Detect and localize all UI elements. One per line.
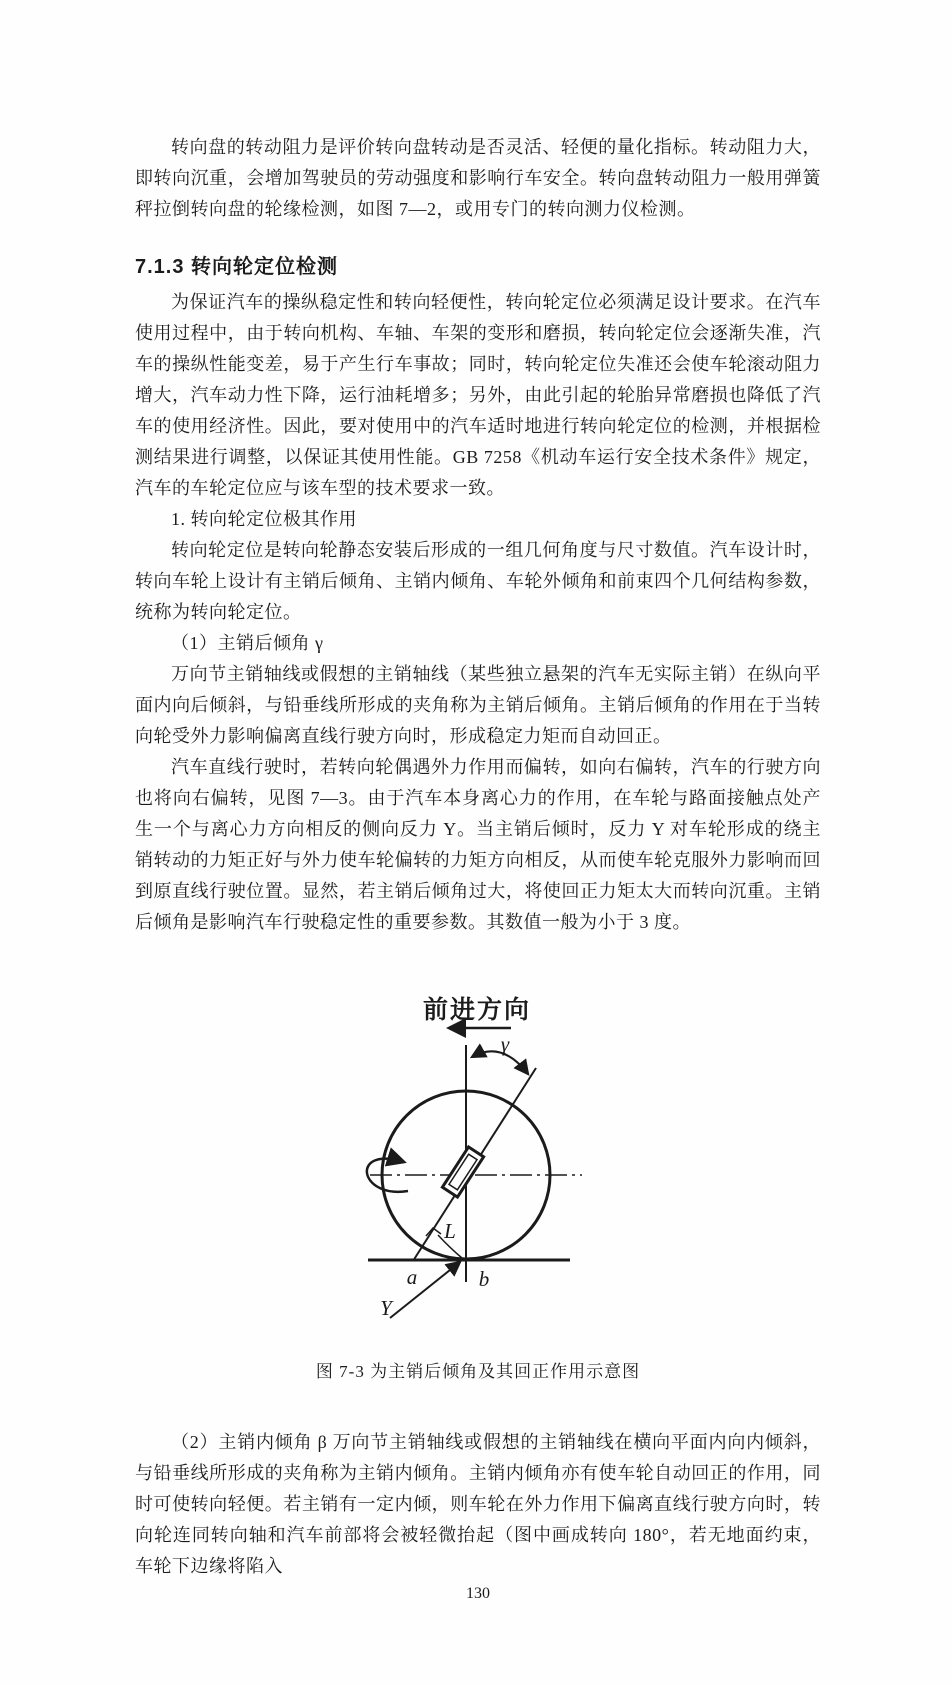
paragraph-caster-effect: 汽车直线行驶时，若转向轮偶遇外力作用而偏转，如向右偏转，汽车的行驶方向也将向右偏转，见图 7—3。由于汽车本身离心力的作用，在车轮与路面接触点处产生一个与离心力方向相反的侧向反力 Y。当主销后倾时，反力 Y 对车轮形成的绕主销转动的力矩正好与外力使车轮偏转的力矩方向相反，从而使车轮克服外力影响而回到原直线行驶位置。显然，若主销后倾角过大，将使回正力矩太大而转向沉重。主销后倾角是影响汽车行驶稳定性的重要参数。其数值一般为小于 3 度。 [135, 757, 821, 932]
paragraph-caster-definition: 万向节主销轴线或假想的主销轴线（某些独立悬架的汽车无实际主销）在纵向平面内向后倾斜，与铅垂线所形成的夹角称为主销后倾角。主销后倾角的作用在于当转向轮受外力影响偏离直线行驶方向时，形成稳定力矩而自动回正。 [135, 664, 821, 746]
figure-label-point-a: a [406, 1265, 418, 1289]
figure-caption: 图 7-3 为主销后倾角及其回正作用示意图 [315, 1362, 641, 1381]
section-heading-7-1-3: 7.1.3 转向轮定位检测 [135, 256, 339, 278]
kingpin-hub-icon [442, 1147, 483, 1197]
page-content [135, 132, 821, 1606]
paragraph-alignment-definition: 转向轮定位是转向轮静态安装后形成的一组几何角度与尺寸数值。汽车设计时，转向车轮上设计有主销后倾角、主销内倾角、车轮外倾角和前束四个几何结构参数，统称为转向轮定位。 [135, 540, 821, 622]
paragraph-steering-resistance: 转向盘的转动阻力是评价转向盘转动是否灵活、轻便的量化指标。转动阻力大，即转向沉重，会增加驾驶员的劳动强度和影响行车安全。转向盘转动阻力一般用弹簧秤拉倒转向盘的轮缘检测，如图 7—2，或用专门的转向测力仪检测。 [135, 137, 821, 219]
paragraph-inclination-angle: （2）主销内倾角 β 万向节主销轴线或假想的主销轴线在横向平面内向内倾斜，与铅垂线所形成的夹角称为主销内倾角。主销内倾角亦有使车轮自动回正的作用，同时可使转向轻便。若主销有一定内倾，则车轮在外力作用下偏离直线行驶方向时，转向轮连同转向轴和汽车前部将会被轻微抬起（图中画成转向 180°，若无地面约束，车轮下边缘将陷入 [135, 1432, 821, 1576]
figure-label-trail: L [444, 1219, 456, 1243]
page-number: 130 [466, 1585, 490, 1602]
side-force-arrow-icon [390, 1262, 460, 1318]
figure-direction-label: 前进方向 [422, 996, 532, 1024]
sub-item-caster-angle: （1）主销后倾角 γ [171, 633, 324, 653]
figure-label-side-force: Y [380, 1296, 392, 1320]
figure-label-gamma: γ [500, 1032, 510, 1056]
caster-angle-diagram [330, 985, 650, 1345]
caster-angle-diagram-svg [330, 985, 650, 1345]
figure-label-point-b: b [478, 1267, 490, 1291]
paragraph-wheel-alignment-intro: 为保证汽车的操纵稳定性和转向轻便性，转向轮定位必须满足设计要求。在汽车使用过程中，由于转向机构、车轴、车架的变形和磨损，转向轮定位会逐渐失准，汽车的操纵性能变差，易于产生行车事故；同时，转向轮定位失准还会使车轮滚动阻力增大，汽车动力性下降，运行油耗增多；另外，由此引起的轮胎异常磨损也降低了汽车的使用经济性。因此，要对使用中的汽车适时地进行转向轮定位的检测，并根据检测结果进行调整，以保证其使用性能。GB 7258《机动车运行安全技术条件》规定，汽车的车轮定位应与该车型的技术要求一致。 [135, 292, 821, 498]
figure-7-3 [135, 985, 821, 1384]
list-item-alignment-role: 1. 转向轮定位极其作用 [171, 509, 357, 529]
